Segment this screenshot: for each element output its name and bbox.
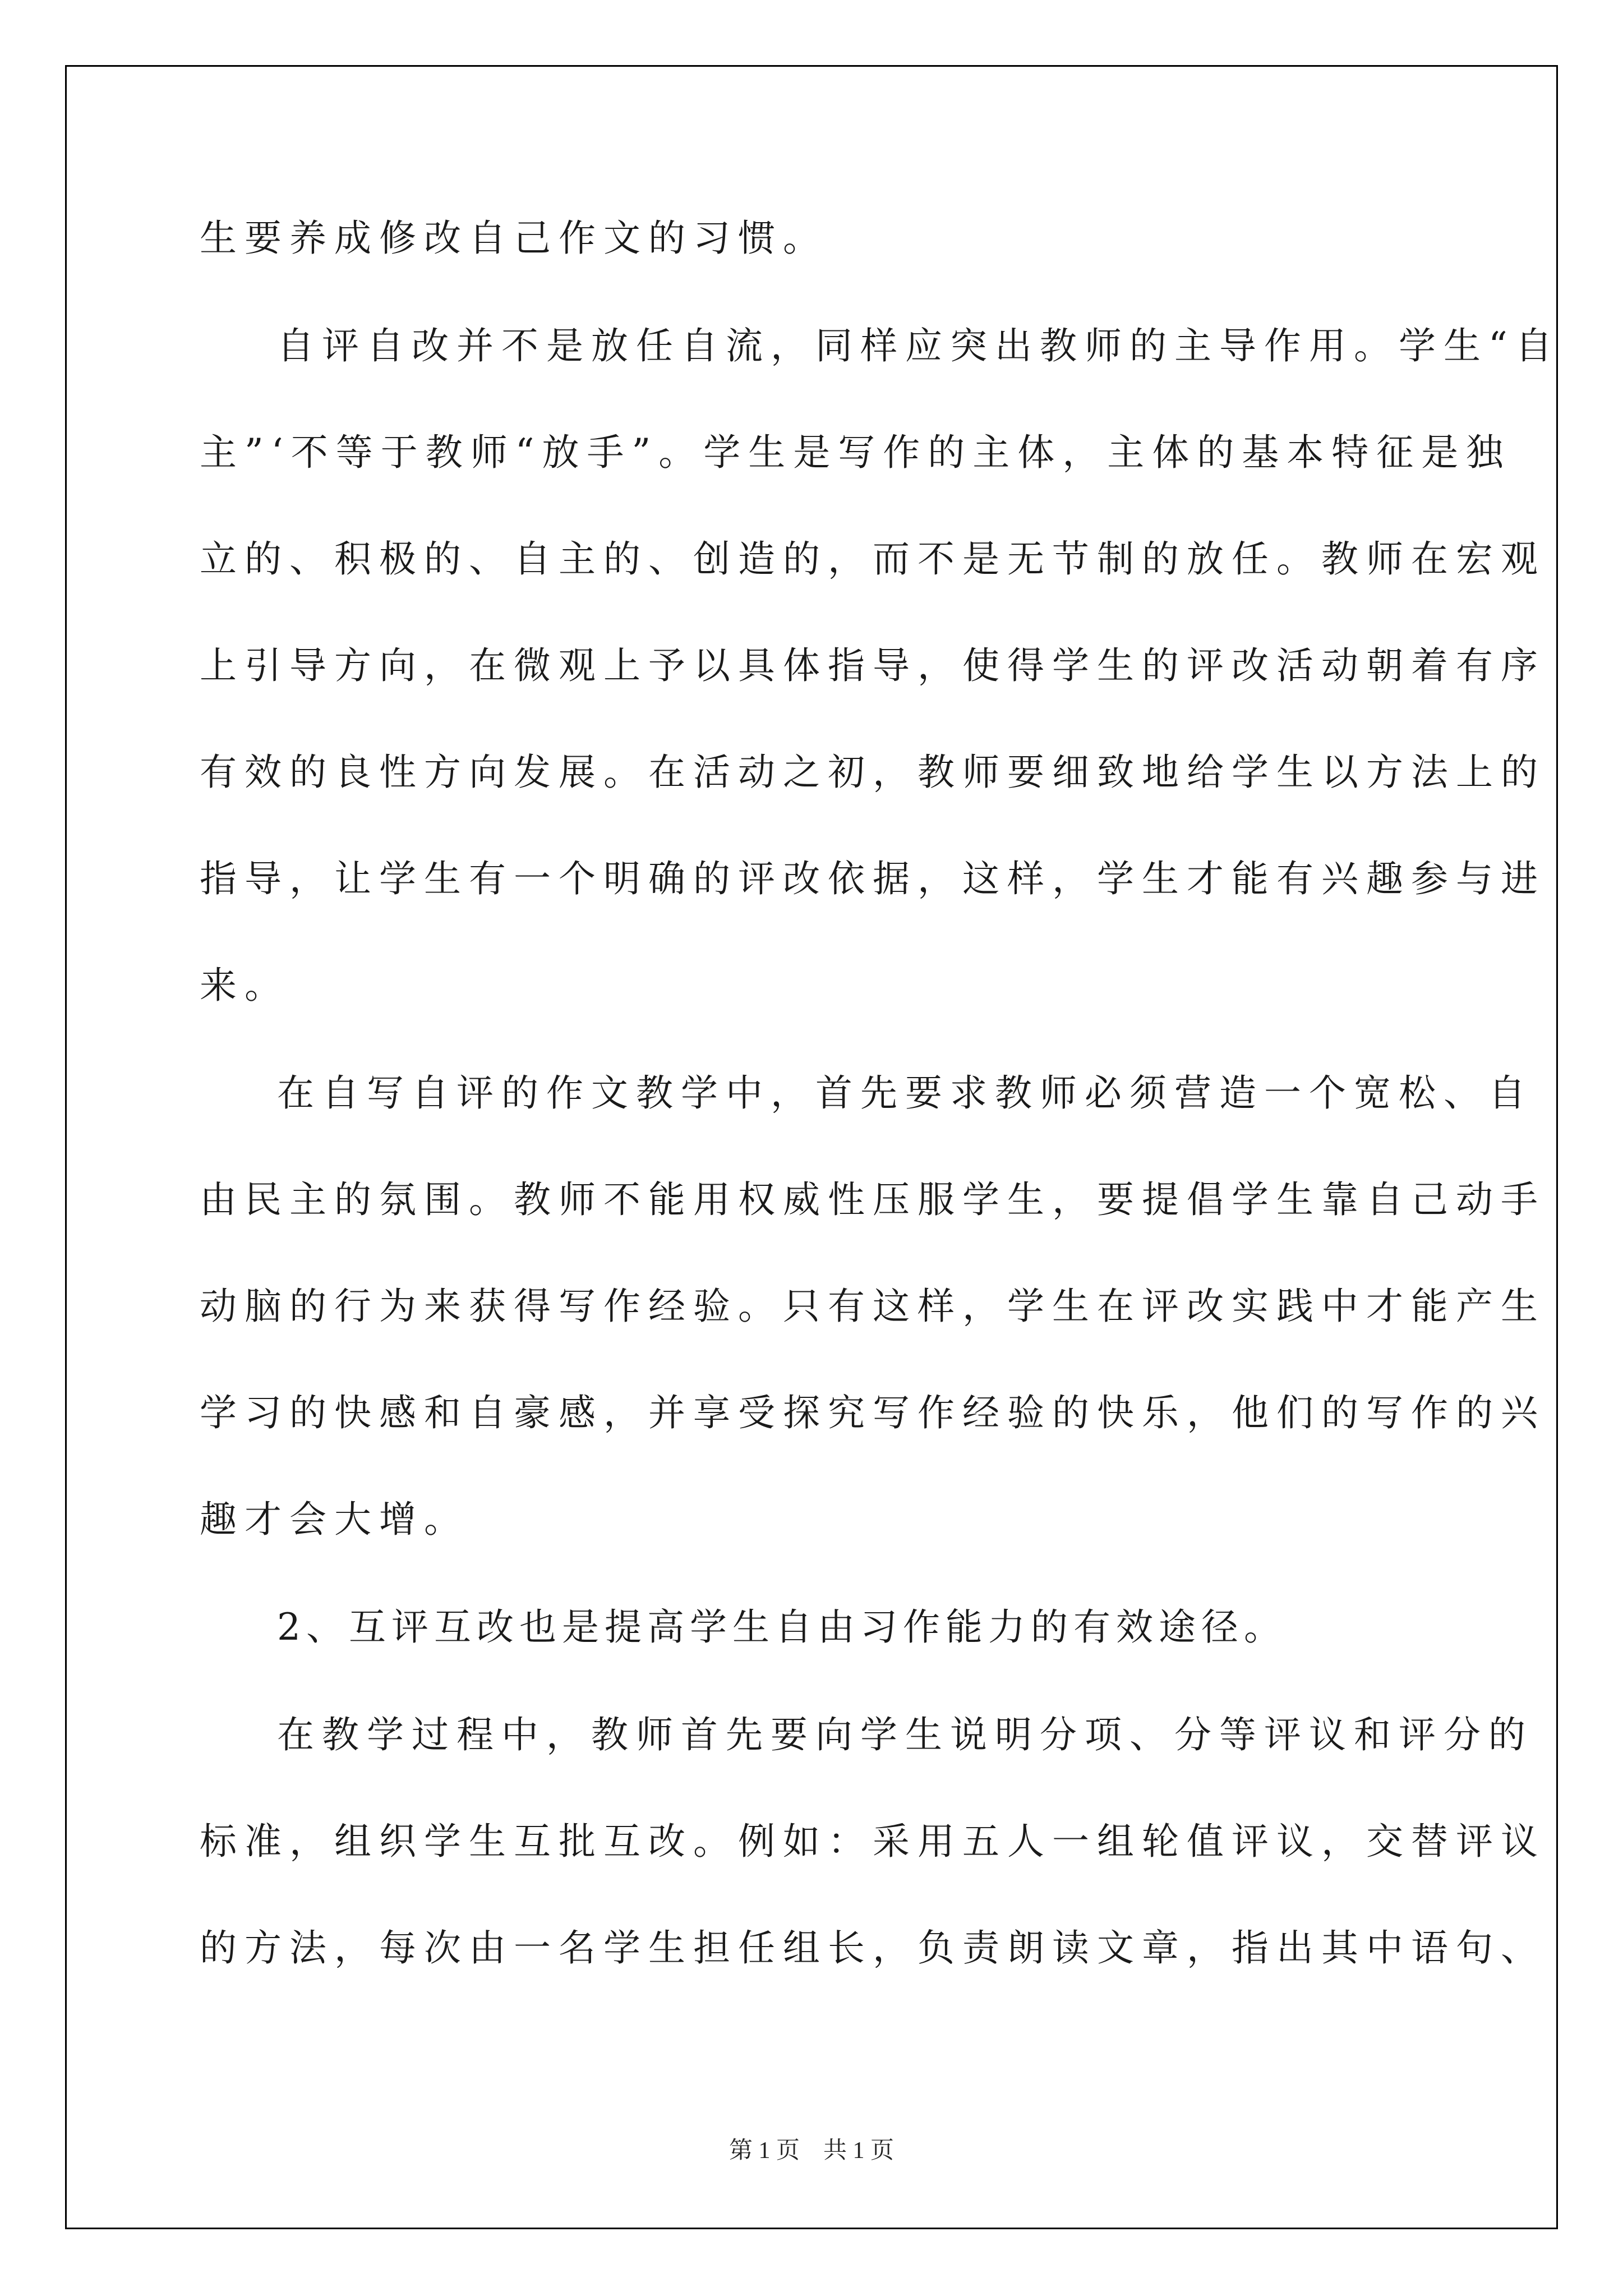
text-line: 来。 (200, 964, 289, 1007)
text-line: 上引导方向，在微观上予以具体指导，使得学生的评改活动朝着有序 (200, 644, 1546, 687)
paragraph-first-line: 自评自改并不是放任自流，同样应突出教师的主导作用。学生“自 (277, 324, 1560, 367)
text-line: 学习的快感和自豪感，并享受探究写作经验的快乐，他们的写作的兴 (200, 1391, 1546, 1434)
text-line: 动脑的行为来获得写作经验。只有这样，学生在评改实践中才能产生 (200, 1285, 1546, 1328)
paragraph-first-line: 在教学过程中，教师首先要向学生说明分项、分等评议和评分的 (277, 1713, 1533, 1756)
page-number-footer: 第 1 页 共 1 页 (728, 2138, 894, 2164)
text-line: 趣才会大增。 (200, 1498, 469, 1541)
text-line: 指导，让学生有一个明确的评改依据，这样，学生才能有兴趣参与进 (200, 857, 1546, 900)
text-line: 生要养成修改自己作文的习惯。 (200, 217, 828, 260)
section-heading: 2、互评互改也是提高学生自由习作能力的有效途径。 (277, 1605, 1287, 1649)
page-border (65, 65, 1558, 2229)
text-line: 立的、积极的、自主的、创造的，而不是无节制的放任。教师在宏观 (200, 537, 1546, 581)
text-line: 标准，组织学生互批互改。例如：采用五人一组轮值评议，交替评议 (200, 1820, 1546, 1863)
text-line: 有效的良性方向发展。在活动之初，教师要细致地给学生以方法上的 (200, 751, 1546, 794)
paragraph-first-line: 在自写自评的作文教学中，首先要求教师必须营造一个宽松、自 (277, 1071, 1533, 1115)
text-line: 由民主的氛围。教师不能用权威性压服学生，要提倡学生靠自己动手 (200, 1178, 1546, 1221)
text-line: 的方法，每次由一名学生担任组长，负责朗读文章，指出其中语句、 (200, 1926, 1546, 1970)
text-line: 主”‘不等于教师“放手”。学生是写作的主体，主体的基本特征是独 (200, 431, 1511, 474)
